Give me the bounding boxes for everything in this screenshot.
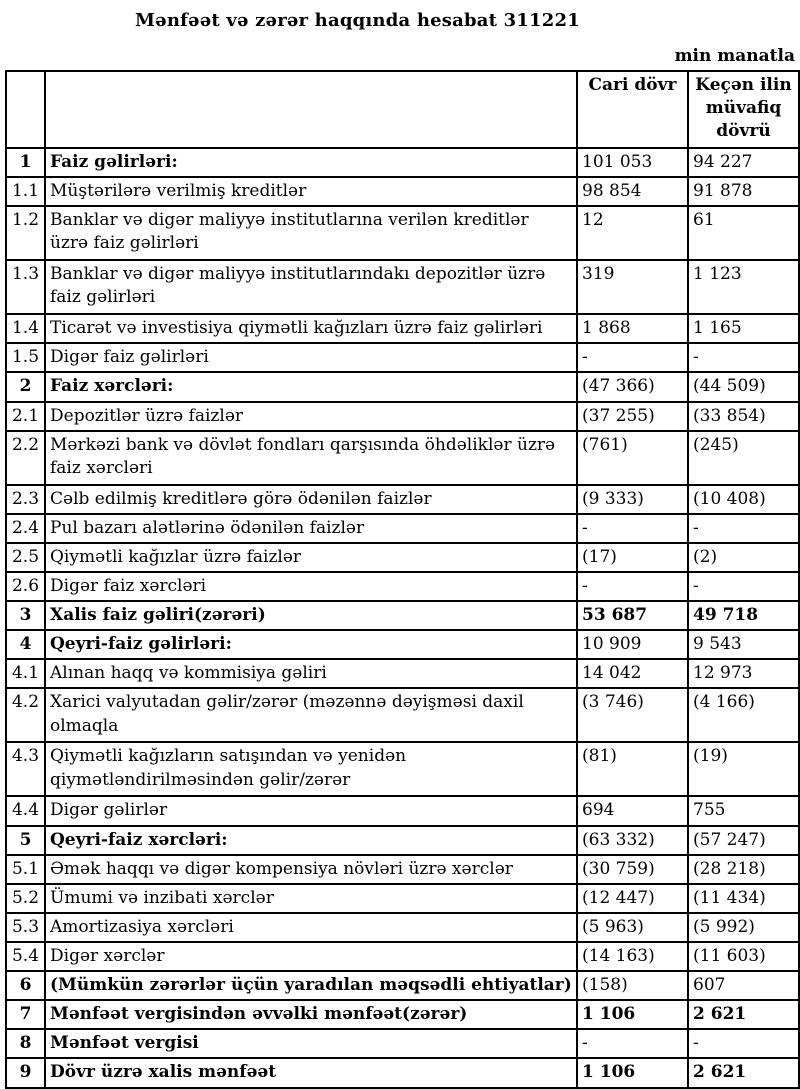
row-number: 7 <box>6 1000 45 1029</box>
value-current-period: (5 963) <box>577 913 688 942</box>
row-number: 2.6 <box>6 572 45 601</box>
value-current-period: (12 447) <box>577 884 688 913</box>
value-previous-period: 49 718 <box>688 601 799 630</box>
value-current-period: (9 333) <box>577 485 688 514</box>
value-current-period: 98 854 <box>577 177 688 206</box>
value-previous-period: 12 973 <box>688 659 799 688</box>
row-number: 2.4 <box>6 514 45 543</box>
value-current-period: 1 106 <box>577 1000 688 1029</box>
row-number: 4.1 <box>6 659 45 688</box>
table-row <box>6 1058 799 1087</box>
table-row <box>6 688 799 742</box>
table-row <box>6 402 799 431</box>
table-row <box>6 913 799 942</box>
row-label: Ticarət və investisiya qiymətli kağızları üzrə faiz gəlirləri <box>45 314 577 343</box>
value-previous-period: (44 509) <box>688 372 799 401</box>
table-row <box>6 971 799 1000</box>
value-current-period: (81) <box>577 742 688 796</box>
row-number: 5 <box>6 826 45 855</box>
row-number: 6 <box>6 971 45 1000</box>
row-label: Mənfəət vergisindən əvvəlki mənfəət(zərər) <box>45 1000 577 1029</box>
row-number: 4.2 <box>6 688 45 742</box>
page-title: Mənfəət və zərər haqqında hesabat 311221 <box>135 10 580 31</box>
table-row <box>6 514 799 543</box>
value-current-period: (761) <box>577 431 688 485</box>
row-number: 2.5 <box>6 543 45 572</box>
value-previous-period: 1 165 <box>688 314 799 343</box>
value-previous-period: 755 <box>688 796 799 825</box>
header-current-period: Cari dövr <box>577 71 688 148</box>
table-row <box>6 177 799 206</box>
row-number: 2.2 <box>6 431 45 485</box>
table-row <box>6 148 799 177</box>
row-label: Əmək haqqı və digər kompensiya növləri üzrə xərclər <box>45 855 577 884</box>
row-number: 2.1 <box>6 402 45 431</box>
row-number: 4 <box>6 630 45 659</box>
row-number: 5.4 <box>6 942 45 971</box>
header-row-number <box>6 71 45 148</box>
table-row <box>6 543 799 572</box>
value-previous-period: 2 621 <box>688 1058 799 1087</box>
table-row <box>6 796 799 825</box>
row-label: Xarici valyutadan gəlir/zərər (məzənnə dəyişməsi daxil olmaqla <box>45 688 577 742</box>
pnl-table <box>5 70 800 1089</box>
value-current-period: (158) <box>577 971 688 1000</box>
value-current-period: 694 <box>577 796 688 825</box>
value-previous-period: (57 247) <box>688 826 799 855</box>
value-current-period: - <box>577 343 688 372</box>
value-current-period: (17) <box>577 543 688 572</box>
table-row <box>6 884 799 913</box>
value-previous-period: (11 603) <box>688 942 799 971</box>
row-number: 4.3 <box>6 742 45 796</box>
value-current-period: (63 332) <box>577 826 688 855</box>
value-current-period: (47 366) <box>577 372 688 401</box>
value-previous-period: 91 878 <box>688 177 799 206</box>
table-row <box>6 343 799 372</box>
table-row <box>6 314 799 343</box>
row-label: Cəlb edilmiş kreditlərə görə ödənilən faizlər <box>45 485 577 514</box>
table-row <box>6 659 799 688</box>
value-current-period: 12 <box>577 206 688 260</box>
row-label: Depozitlər üzrə faizlər <box>45 402 577 431</box>
value-previous-period: - <box>688 572 799 601</box>
header-item-label <box>45 71 577 148</box>
value-previous-period: - <box>688 514 799 543</box>
row-label: Faiz gəlirləri: <box>45 148 577 177</box>
value-previous-period: - <box>688 343 799 372</box>
row-label: Xalis faiz gəliri(zərəri) <box>45 601 577 630</box>
value-current-period: - <box>577 1029 688 1058</box>
value-previous-period: (5 992) <box>688 913 799 942</box>
table-row <box>6 206 799 260</box>
row-label: Dövr üzrə xalis mənfəət <box>45 1058 577 1087</box>
row-label: Mənfəət vergisi <box>45 1029 577 1058</box>
value-current-period: (3 746) <box>577 688 688 742</box>
row-number: 2 <box>6 372 45 401</box>
row-number: 1.1 <box>6 177 45 206</box>
value-current-period: 101 053 <box>577 148 688 177</box>
row-number: 1 <box>6 148 45 177</box>
header-row <box>6 71 799 148</box>
row-label: Qiymətli kağızlar üzrə faizlər <box>45 543 577 572</box>
value-current-period: (30 759) <box>577 855 688 884</box>
value-previous-period: 94 227 <box>688 148 799 177</box>
row-label: Digər faiz xərcləri <box>45 572 577 601</box>
row-label: Qeyri-faiz xərcləri: <box>45 826 577 855</box>
table-row <box>6 630 799 659</box>
value-previous-period: (19) <box>688 742 799 796</box>
row-number: 3 <box>6 601 45 630</box>
table-row <box>6 1000 799 1029</box>
table-row <box>6 372 799 401</box>
value-current-period: - <box>577 572 688 601</box>
value-previous-period: (245) <box>688 431 799 485</box>
value-previous-period: 2 621 <box>688 1000 799 1029</box>
row-number: 5.3 <box>6 913 45 942</box>
row-number: 9 <box>6 1058 45 1087</box>
row-label: Qiymətli kağızların satışından və yenidən qiymətləndirilməsindən gəlir/zərər <box>45 742 577 796</box>
value-previous-period: (28 218) <box>688 855 799 884</box>
value-previous-period: - <box>688 1029 799 1058</box>
value-current-period: (14 163) <box>577 942 688 971</box>
value-previous-period: 61 <box>688 206 799 260</box>
unit-note: min manatla <box>674 46 795 66</box>
row-label: Faiz xərcləri: <box>45 372 577 401</box>
table-row <box>6 601 799 630</box>
table-row <box>6 431 799 485</box>
value-previous-period: (10 408) <box>688 485 799 514</box>
table-header <box>6 71 799 148</box>
value-current-period: 14 042 <box>577 659 688 688</box>
row-number: 5.1 <box>6 855 45 884</box>
row-number: 2.3 <box>6 485 45 514</box>
table-row <box>6 742 799 796</box>
row-number: 1.3 <box>6 260 45 314</box>
row-label: Digər faiz gəlirləri <box>45 343 577 372</box>
value-current-period: 319 <box>577 260 688 314</box>
row-number: 4.4 <box>6 796 45 825</box>
row-label: Digər gəlirlər <box>45 796 577 825</box>
value-current-period: 1 868 <box>577 314 688 343</box>
value-current-period: 53 687 <box>577 601 688 630</box>
row-label: Alınan haqq və kommisiya gəliri <box>45 659 577 688</box>
value-current-period: 10 909 <box>577 630 688 659</box>
table-row <box>6 1029 799 1058</box>
value-current-period: 1 106 <box>577 1058 688 1087</box>
row-label: (Mümkün zərərlər üçün yaradılan məqsədli ehtiyatlar) <box>45 971 577 1000</box>
row-label: Amortizasiya xərcləri <box>45 913 577 942</box>
value-previous-period: (2) <box>688 543 799 572</box>
row-label: Banklar və digər maliyyə institutlarına verilən kreditlər üzrə faiz gəlirləri <box>45 206 577 260</box>
row-label: Mərkəzi bank və dövlət fondları qarşısında öhdəliklər üzrə faiz xərcləri <box>45 431 577 485</box>
row-label: Banklar və digər maliyyə institutlarındakı depozitlər üzrə faiz gəlirləri <box>45 260 577 314</box>
row-label: Qeyri-faiz gəlirləri: <box>45 630 577 659</box>
table-row <box>6 826 799 855</box>
table-row <box>6 485 799 514</box>
value-previous-period: 9 543 <box>688 630 799 659</box>
table-row <box>6 942 799 971</box>
value-previous-period: (4 166) <box>688 688 799 742</box>
table-body <box>6 148 799 1088</box>
row-number: 8 <box>6 1029 45 1058</box>
row-number: 1.4 <box>6 314 45 343</box>
row-number: 1.2 <box>6 206 45 260</box>
row-label: Ümumi və inzibati xərclər <box>45 884 577 913</box>
value-previous-period: (33 854) <box>688 402 799 431</box>
table-row <box>6 572 799 601</box>
table-row <box>6 855 799 884</box>
value-current-period: (37 255) <box>577 402 688 431</box>
row-label: Digər xərclər <box>45 942 577 971</box>
value-current-period: - <box>577 514 688 543</box>
header-previous-period: Keçən ilin müvafiq dövrü <box>688 71 799 148</box>
table-row <box>6 260 799 314</box>
value-previous-period: 607 <box>688 971 799 1000</box>
value-previous-period: 1 123 <box>688 260 799 314</box>
row-number: 1.5 <box>6 343 45 372</box>
value-previous-period: (11 434) <box>688 884 799 913</box>
row-label: Müştərilərə verilmiş kreditlər <box>45 177 577 206</box>
row-label: Pul bazarı alətlərinə ödənilən faizlər <box>45 514 577 543</box>
row-number: 5.2 <box>6 884 45 913</box>
